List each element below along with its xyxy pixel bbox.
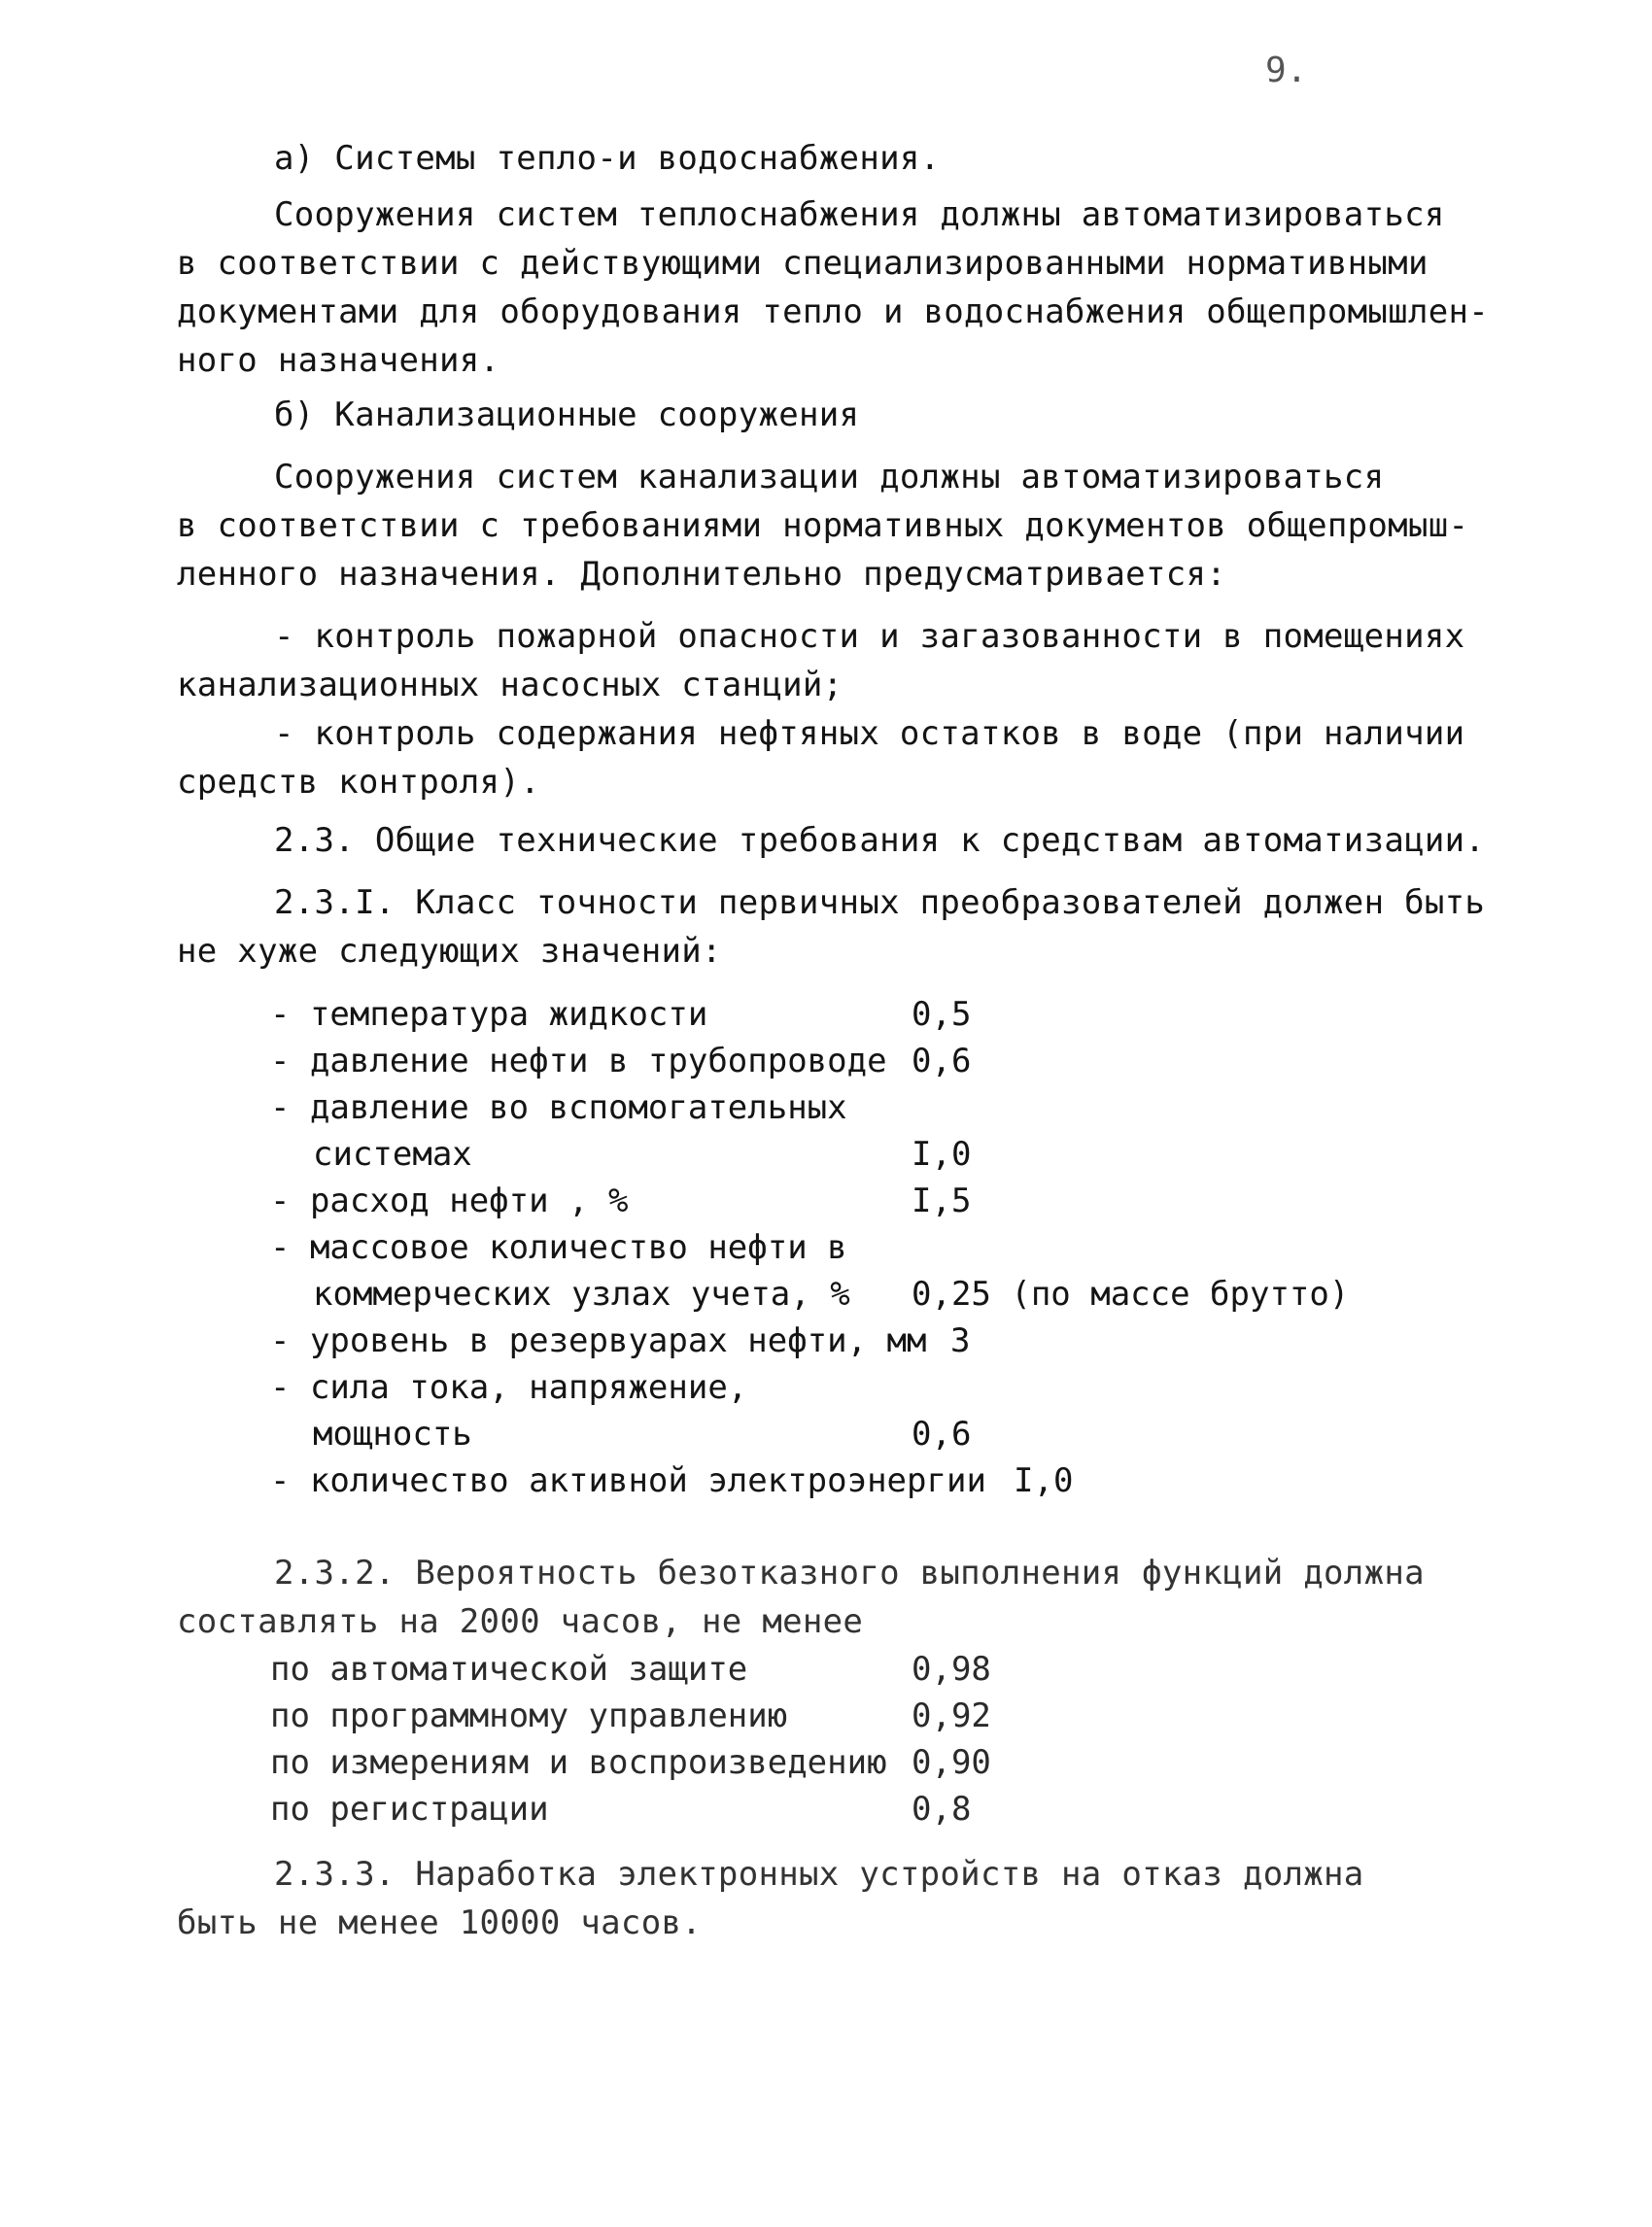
section-b <box>177 391 1469 806</box>
reliability-value: 0,8 <box>912 1790 972 1829</box>
paragraph-2-3-2-line: 2.3.2. Вероятность безотказного выполнения функций должна <box>274 1554 1425 1593</box>
section-a-title: а) Системы тепло-и водоснабжения. <box>274 139 941 178</box>
section-b-line: Сооружения систем канализации должны автоматизироваться <box>274 458 1385 497</box>
section-b-item-cont: средств контроля). <box>177 763 540 802</box>
accuracy-value: 3 <box>950 1321 971 1360</box>
paragraph-2-3-3 <box>177 1850 1440 1947</box>
accuracy-label: мощность <box>313 1415 472 1454</box>
section-b-line: в соответствии с требованиями нормативных документов общепромыш- <box>177 506 1469 545</box>
paragraph-2-3-2 <box>177 1549 1440 1646</box>
paragraph-2-3-1: не хуже следующих значений: <box>177 932 722 971</box>
reliability-label: по программному управлению <box>270 1696 788 1735</box>
paragraph-2-3-2-line: составлять на 2000 часов, не менее <box>177 1602 864 1641</box>
reliability-label: по регистрации <box>270 1790 549 1829</box>
section-2-3 <box>177 816 1486 976</box>
section-a-line: ного назначения. <box>177 341 500 380</box>
reliability-label: по автоматической защите <box>270 1650 748 1689</box>
page-number: 9. <box>1265 51 1308 90</box>
accuracy-value: 0,6 <box>912 1042 972 1080</box>
section-b-line: ленного назначения. Дополнительно предусматривается: <box>177 555 1227 594</box>
accuracy-value: 0,25 (по массе брутто) <box>912 1275 1350 1314</box>
accuracy-value: 0,6 <box>912 1415 972 1454</box>
reliability-value: 0,98 <box>912 1650 991 1689</box>
accuracy-label: коммерческих узлах учета, % <box>313 1275 850 1314</box>
section-a-line: документами для оборудования тепло и водоснабжения общепромышлен- <box>177 292 1490 331</box>
accuracy-label: - давление нефти в трубопроводе <box>270 1042 887 1080</box>
accuracy-value: I,0 <box>912 1135 972 1174</box>
paragraph-2-3-3-line: быть не менее 10000 часов. <box>177 1903 703 1942</box>
reliability-value: 0,90 <box>912 1743 991 1782</box>
section-a <box>177 134 1490 385</box>
reliability-value: 0,92 <box>912 1696 991 1735</box>
accuracy-label: - расход нефти , % <box>270 1182 629 1220</box>
section-b-item-cont: канализационных насосных станций; <box>177 666 843 704</box>
accuracy-label: - количество активной электроэнергии <box>270 1461 986 1500</box>
accuracy-value: I,5 <box>912 1182 972 1220</box>
accuracy-label: - сила тока, напряжение, <box>270 1368 748 1407</box>
section-a-line: Сооружения систем теплоснабжения должны автоматизироваться <box>274 195 1445 234</box>
section-b-item: - контроль содержания нефтяных остатков в воде (при наличии <box>274 714 1465 753</box>
accuracy-label: - давление во вспомогательных <box>270 1088 847 1127</box>
section-b-item: - контроль пожарной опасности и загазованности в помещениях <box>274 617 1465 656</box>
section-a-line: в соответствии с действующими специализированными нормативными <box>177 244 1428 283</box>
accuracy-label: - массовое количество нефти в <box>270 1228 847 1267</box>
accuracy-label: - температура жидкости <box>270 995 708 1034</box>
paragraph-2-3-1: 2.3.I. Класс точности первичных преобразователей должен быть <box>274 883 1486 922</box>
accuracy-label: - уровень в резервуарах нефти, мм <box>270 1321 927 1360</box>
section-heading: 2.3. Общие технические требования к средствам автоматизации. <box>274 821 1486 860</box>
accuracy-value: 0,5 <box>912 995 972 1034</box>
accuracy-label: системах <box>313 1135 472 1174</box>
paragraph-2-3-3-line: 2.3.3. Наработка электронных устройств на отказ должна <box>274 1855 1364 1894</box>
accuracy-value: I,0 <box>1014 1461 1074 1500</box>
section-b-title: б) Канализационные сооружения <box>274 395 860 434</box>
reliability-label: по измерениям и воспроизведению <box>270 1743 887 1782</box>
